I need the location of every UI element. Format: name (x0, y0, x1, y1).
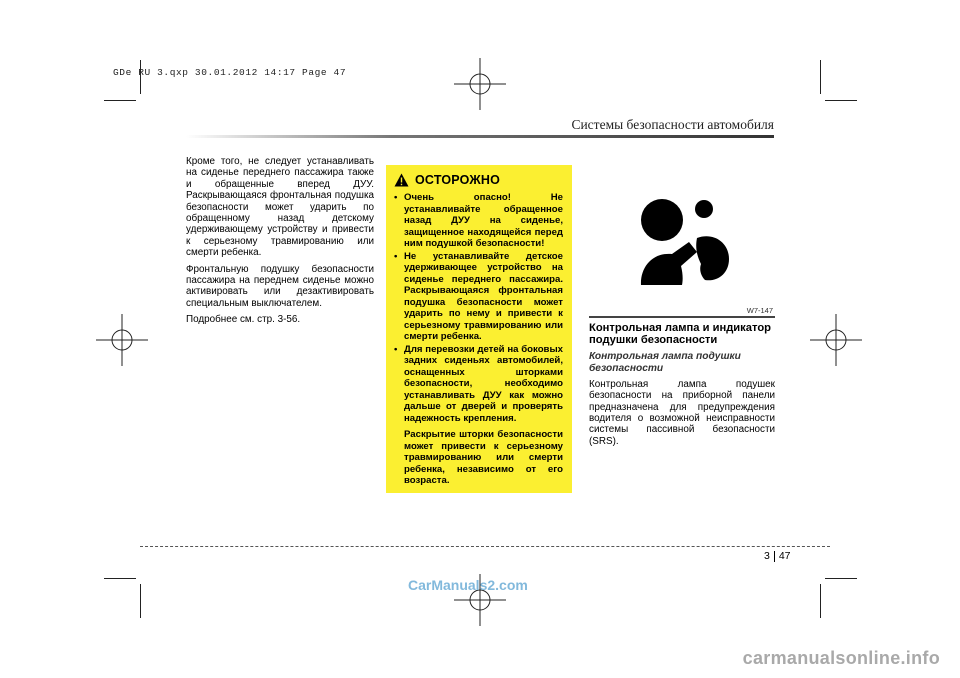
bullet: • (394, 343, 398, 355)
warning-list (394, 192, 563, 487)
warning-header (394, 173, 563, 187)
image-code: W7-147 (746, 306, 773, 315)
right-column (589, 168, 775, 447)
crop-mark (104, 578, 136, 579)
watermark-link-bottom[interactable]: carmanualsonline.info (742, 648, 940, 668)
warning-text: Очень опасно! Не устанавливайте обращенное назад ДУУ на сиденье, защищенное находящейся перед ним подушкой безопасности! (404, 192, 563, 249)
header-rule (186, 135, 774, 138)
warning-triangle-icon (394, 173, 409, 187)
page-number-separator (774, 551, 775, 562)
list-item (394, 192, 563, 250)
paragraph: Кроме того, не следует устанавливать на сиденье переднего пассажира также и обращенные вперед ДУУ. Раскрывающаяся фронтальная подушка безопасности может ударить по обращенному назад детскому удерживающему устройству и привести к серьезному травмированию или смерти ребенка. (186, 156, 374, 259)
chapter-number: 3 (764, 550, 770, 562)
registration-mark-left (96, 314, 148, 366)
airbag-indicator-figure (589, 168, 775, 316)
crop-mark (104, 100, 136, 101)
paragraph: Контрольная лампа подушек безопасности на приборной панели предназначена для предупреждения водителя о возможной неисправности системы пассивной безопасности (SRS). (589, 378, 775, 447)
crop-mark (820, 584, 821, 618)
warning-text: Для перевозки детей на боковых задних сиденьях автомобилей, оснащенных шторками безопасности, необходимо устанавливать ДУУ как можно дальше от дверей и проверять надежность крепления. (404, 343, 563, 424)
page-number-value: 47 (778, 550, 791, 562)
section-subheading: Контрольная лампа подушки безопасности (589, 351, 741, 374)
airbag-warning-icon (631, 194, 735, 290)
crop-mark (140, 584, 141, 618)
crop-mark (825, 578, 857, 579)
section-title: Системы безопасности автомобиля (571, 117, 774, 132)
registration-mark-right (810, 314, 862, 366)
watermark-link-top[interactable]: CarManuals2.com (408, 577, 528, 593)
print-slug: GDe RU 3.qxp 30.01.2012 14:17 Page 47 (113, 67, 347, 78)
bullet: • (394, 192, 398, 203)
warning-title: ОСТОРОЖНО (415, 173, 501, 187)
list-item (394, 344, 563, 487)
page-number (764, 550, 791, 562)
bullet: • (394, 250, 398, 262)
left-column (186, 156, 374, 331)
section-heading: Контрольная лампа и индикатор подушки безопасности (589, 321, 771, 347)
footer-rule (140, 546, 830, 547)
warning-text: Не устанавливайте детское удерживающее устройство на сиденье переднего пассажира. Раскрывающаяся фронтальная подушка безопасности может ударить по нему и привести к серьезному травмированию или смерти ребенка. (404, 250, 563, 342)
paragraph: Подробнее см. стр. 3-56. (186, 314, 301, 326)
warning-text: Раскрытие шторки безопасности может привести к серьезному травмированию или смерти ребенка, независимо от его возраста. (404, 429, 563, 486)
figure-rule (589, 316, 775, 318)
warning-box (386, 165, 572, 493)
registration-mark-top (454, 58, 506, 110)
list-item (394, 251, 563, 343)
crop-mark (820, 60, 821, 94)
paragraph: Фронтальную подушку безопасности пассажира на переднем сиденье можно активировать или дезактивировать специальным выключателем. (186, 263, 374, 309)
crop-mark (825, 100, 857, 101)
